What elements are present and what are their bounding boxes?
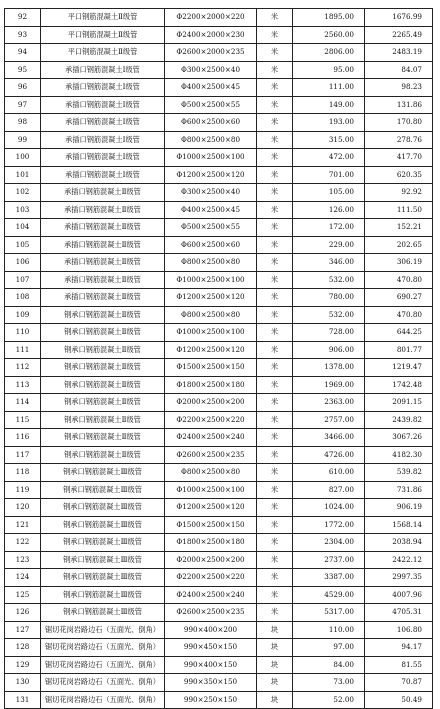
price-excl-tax-cell: 4182.30 [365, 446, 433, 464]
price-excl-tax-cell: 644.25 [365, 324, 433, 342]
specification-cell: Φ400×2500×45 [165, 79, 257, 97]
unit-cell: 块 [257, 691, 293, 709]
material-name-cell: 承插口钢筋混凝土Ⅰ级管 [41, 131, 165, 149]
material-name-cell: 钢承口钢筋混凝土Ⅱ级管 [41, 446, 165, 464]
table-row [5, 586, 433, 604]
specification-cell: Φ1200×2500×120 [165, 499, 257, 517]
specification-cell: Φ1000×2500×100 [165, 481, 257, 499]
row-number-cell: 123 [5, 551, 41, 569]
material-name-cell: 承插口钢筋混凝土Ⅰ级管 [41, 96, 165, 114]
row-number-cell: 103 [5, 201, 41, 219]
price-incl-tax-cell: 3466.00 [293, 429, 365, 447]
row-number-cell: 110 [5, 324, 41, 342]
price-incl-tax-cell: 3387.00 [293, 569, 365, 587]
table-row [5, 516, 433, 534]
table-row [5, 166, 433, 184]
unit-cell: 米 [257, 499, 293, 517]
price-incl-tax-cell: 610.00 [293, 464, 365, 482]
specification-cell: 990×400×200 [165, 621, 257, 639]
material-name-cell: 钢承口钢筋混凝土Ⅱ级管 [41, 324, 165, 342]
specification-cell: Φ600×2500×60 [165, 236, 257, 254]
unit-cell: 米 [257, 166, 293, 184]
specification-cell: Φ2600×2500×235 [165, 446, 257, 464]
specification-cell: Φ800×2500×80 [165, 306, 257, 324]
specification-cell: Φ2000×2500×200 [165, 394, 257, 412]
unit-cell: 米 [257, 376, 293, 394]
material-name-cell: 锯切花岗岩路边石（五面光、倒角） [41, 639, 165, 657]
specification-cell: Φ2600×2000×235 [165, 44, 257, 62]
price-incl-tax-cell: 780.00 [293, 289, 365, 307]
specification-cell: Φ2000×2500×200 [165, 551, 257, 569]
price-excl-tax-cell: 2091.15 [365, 394, 433, 412]
row-number-cell: 106 [5, 254, 41, 272]
price-incl-tax-cell: 906.00 [293, 341, 365, 359]
row-number-cell: 129 [5, 656, 41, 674]
price-table-body [5, 9, 433, 709]
price-incl-tax-cell: 229.00 [293, 236, 365, 254]
unit-cell: 米 [257, 149, 293, 167]
row-number-cell: 99 [5, 131, 41, 149]
price-incl-tax-cell: 1895.00 [293, 9, 365, 27]
row-number-cell: 119 [5, 481, 41, 499]
row-number-cell: 107 [5, 271, 41, 289]
price-excl-tax-cell: 170.80 [365, 114, 433, 132]
price-incl-tax-cell: 728.00 [293, 324, 365, 342]
price-incl-tax-cell: 2737.00 [293, 551, 365, 569]
unit-cell: 米 [257, 114, 293, 132]
table-row [5, 639, 433, 657]
table-row [5, 324, 433, 342]
price-incl-tax-cell: 701.00 [293, 166, 365, 184]
price-incl-tax-cell: 111.00 [293, 79, 365, 97]
table-row [5, 656, 433, 674]
price-excl-tax-cell: 2439.82 [365, 411, 433, 429]
row-number-cell: 115 [5, 411, 41, 429]
specification-cell: Φ2200×2500×220 [165, 569, 257, 587]
specification-cell: Φ1800×2500×180 [165, 376, 257, 394]
material-name-cell: 承插口钢筋混凝土Ⅱ级管 [41, 184, 165, 202]
specification-cell: Φ400×2500×45 [165, 201, 257, 219]
specification-cell: Φ2400×2500×240 [165, 429, 257, 447]
price-incl-tax-cell: 1772.00 [293, 516, 365, 534]
table-row [5, 271, 433, 289]
row-number-cell: 104 [5, 219, 41, 237]
material-name-cell: 钢承口钢筋混凝土Ⅱ级管 [41, 341, 165, 359]
table-row [5, 131, 433, 149]
specification-cell: Φ1200×2500×120 [165, 166, 257, 184]
unit-cell: 米 [257, 429, 293, 447]
table-row [5, 604, 433, 622]
price-incl-tax-cell: 193.00 [293, 114, 365, 132]
price-excl-tax-cell: 131.86 [365, 96, 433, 114]
unit-cell: 米 [257, 604, 293, 622]
material-name-cell: 钢承口钢筋混凝土Ⅲ级管 [41, 551, 165, 569]
price-excl-tax-cell: 306.19 [365, 254, 433, 272]
price-table [4, 8, 433, 709]
specification-cell: Φ600×2500×60 [165, 114, 257, 132]
row-number-cell: 128 [5, 639, 41, 657]
specification-cell: 990×400×150 [165, 656, 257, 674]
table-row [5, 394, 433, 412]
material-name-cell: 钢承口钢筋混凝土Ⅲ级管 [41, 586, 165, 604]
material-name-cell: 钢承口钢筋混凝土Ⅲ级管 [41, 534, 165, 552]
row-number-cell: 125 [5, 586, 41, 604]
unit-cell: 块 [257, 639, 293, 657]
material-name-cell: 承插口钢筋混凝土Ⅱ级管 [41, 201, 165, 219]
material-name-cell: 钢承口钢筋混凝土Ⅱ级管 [41, 376, 165, 394]
material-name-cell: 承插口钢筋混凝土Ⅰ级管 [41, 61, 165, 79]
price-incl-tax-cell: 1969.00 [293, 376, 365, 394]
specification-cell: 990×250×150 [165, 691, 257, 709]
price-incl-tax-cell: 532.00 [293, 306, 365, 324]
table-row [5, 289, 433, 307]
table-row [5, 569, 433, 587]
row-number-cell: 130 [5, 674, 41, 692]
row-number-cell: 111 [5, 341, 41, 359]
specification-cell: Φ300×2500×40 [165, 61, 257, 79]
specification-cell: Φ1000×2500×100 [165, 271, 257, 289]
unit-cell: 米 [257, 289, 293, 307]
price-incl-tax-cell: 149.00 [293, 96, 365, 114]
price-excl-tax-cell: 84.07 [365, 61, 433, 79]
unit-cell: 米 [257, 96, 293, 114]
row-number-cell: 92 [5, 9, 41, 27]
unit-cell: 块 [257, 674, 293, 692]
price-incl-tax-cell: 346.00 [293, 254, 365, 272]
table-row [5, 674, 433, 692]
table-row [5, 236, 433, 254]
table-row [5, 499, 433, 517]
table-row [5, 184, 433, 202]
material-name-cell: 承插口钢筋混凝土Ⅱ级管 [41, 271, 165, 289]
unit-cell: 米 [257, 446, 293, 464]
row-number-cell: 113 [5, 376, 41, 394]
price-excl-tax-cell: 2483.19 [365, 44, 433, 62]
specification-cell: Φ500×2500×55 [165, 219, 257, 237]
row-number-cell: 94 [5, 44, 41, 62]
material-name-cell: 钢承口钢筋混凝土Ⅲ级管 [41, 516, 165, 534]
price-excl-tax-cell: 1742.48 [365, 376, 433, 394]
row-number-cell: 117 [5, 446, 41, 464]
price-excl-tax-cell: 470.80 [365, 271, 433, 289]
row-number-cell: 116 [5, 429, 41, 447]
price-incl-tax-cell: 4726.00 [293, 446, 365, 464]
price-incl-tax-cell: 2304.00 [293, 534, 365, 552]
row-number-cell: 98 [5, 114, 41, 132]
table-row [5, 429, 433, 447]
unit-cell: 米 [257, 9, 293, 27]
price-incl-tax-cell: 126.00 [293, 201, 365, 219]
row-number-cell: 121 [5, 516, 41, 534]
row-number-cell: 124 [5, 569, 41, 587]
material-name-cell: 承插口钢筋混凝土Ⅱ级管 [41, 254, 165, 272]
row-number-cell: 127 [5, 621, 41, 639]
row-number-cell: 114 [5, 394, 41, 412]
table-row [5, 201, 433, 219]
table-row [5, 61, 433, 79]
price-excl-tax-cell: 539.82 [365, 464, 433, 482]
material-name-cell: 钢承口钢筋混凝土Ⅱ级管 [41, 394, 165, 412]
row-number-cell: 126 [5, 604, 41, 622]
price-incl-tax-cell: 52.00 [293, 691, 365, 709]
price-incl-tax-cell: 95.00 [293, 61, 365, 79]
unit-cell: 米 [257, 534, 293, 552]
row-number-cell: 122 [5, 534, 41, 552]
table-row [5, 9, 433, 27]
row-number-cell: 95 [5, 61, 41, 79]
price-excl-tax-cell: 906.19 [365, 499, 433, 517]
unit-cell: 米 [257, 219, 293, 237]
price-excl-tax-cell: 81.55 [365, 656, 433, 674]
material-name-cell: 钢承口钢筋混凝土Ⅱ级管 [41, 306, 165, 324]
price-incl-tax-cell: 110.00 [293, 621, 365, 639]
material-name-cell: 承插口钢筋混凝土Ⅰ级管 [41, 166, 165, 184]
unit-cell: 米 [257, 79, 293, 97]
price-incl-tax-cell: 315.00 [293, 131, 365, 149]
price-excl-tax-cell: 92.92 [365, 184, 433, 202]
price-excl-tax-cell: 4705.31 [365, 604, 433, 622]
row-number-cell: 108 [5, 289, 41, 307]
unit-cell: 米 [257, 481, 293, 499]
price-excl-tax-cell: 94.17 [365, 639, 433, 657]
material-name-cell: 钢承口钢筋混凝土Ⅲ级管 [41, 481, 165, 499]
table-row [5, 341, 433, 359]
material-name-cell: 钢承口钢筋混凝土Ⅲ级管 [41, 569, 165, 587]
unit-cell: 米 [257, 184, 293, 202]
table-row [5, 481, 433, 499]
unit-cell: 块 [257, 656, 293, 674]
material-name-cell: 锯切花岗岩路边石（五面光、倒角） [41, 674, 165, 692]
price-incl-tax-cell: 5317.00 [293, 604, 365, 622]
price-incl-tax-cell: 84.00 [293, 656, 365, 674]
price-excl-tax-cell: 106.80 [365, 621, 433, 639]
table-row [5, 26, 433, 44]
table-row [5, 254, 433, 272]
specification-cell: Φ800×2500×80 [165, 254, 257, 272]
row-number-cell: 120 [5, 499, 41, 517]
material-name-cell: 承插口钢筋混凝土Ⅰ级管 [41, 114, 165, 132]
unit-cell: 米 [257, 464, 293, 482]
unit-cell: 块 [257, 621, 293, 639]
specification-cell: Φ1500×2500×150 [165, 516, 257, 534]
unit-cell: 米 [257, 359, 293, 377]
row-number-cell: 101 [5, 166, 41, 184]
price-incl-tax-cell: 2363.00 [293, 394, 365, 412]
price-incl-tax-cell: 97.00 [293, 639, 365, 657]
unit-cell: 米 [257, 254, 293, 272]
specification-cell: Φ1500×2500×150 [165, 359, 257, 377]
unit-cell: 米 [257, 341, 293, 359]
price-incl-tax-cell: 2806.00 [293, 44, 365, 62]
price-excl-tax-cell: 98.23 [365, 79, 433, 97]
price-excl-tax-cell: 4007.96 [365, 586, 433, 604]
specification-cell: 990×350×150 [165, 674, 257, 692]
price-excl-tax-cell: 278.76 [365, 131, 433, 149]
row-number-cell: 105 [5, 236, 41, 254]
table-row [5, 114, 433, 132]
row-number-cell: 100 [5, 149, 41, 167]
unit-cell: 米 [257, 324, 293, 342]
unit-cell: 米 [257, 236, 293, 254]
material-name-cell: 钢承口钢筋混凝土Ⅱ级管 [41, 359, 165, 377]
price-excl-tax-cell: 2997.35 [365, 569, 433, 587]
unit-cell: 米 [257, 394, 293, 412]
price-excl-tax-cell: 690.27 [365, 289, 433, 307]
price-excl-tax-cell: 3067.26 [365, 429, 433, 447]
price-incl-tax-cell: 105.00 [293, 184, 365, 202]
row-number-cell: 131 [5, 691, 41, 709]
material-name-cell: 承插口钢筋混凝土Ⅱ级管 [41, 289, 165, 307]
price-excl-tax-cell: 2265.49 [365, 26, 433, 44]
price-excl-tax-cell: 731.86 [365, 481, 433, 499]
price-excl-tax-cell: 1568.14 [365, 516, 433, 534]
specification-cell: Φ800×2500×80 [165, 464, 257, 482]
material-name-cell: 锯切花岗岩路边石（五面光、倒角） [41, 656, 165, 674]
specification-cell: Φ1200×2500×120 [165, 341, 257, 359]
specification-cell: Φ1000×2500×100 [165, 149, 257, 167]
unit-cell: 米 [257, 411, 293, 429]
specification-cell: Φ1200×2500×120 [165, 289, 257, 307]
specification-cell: Φ500×2500×55 [165, 96, 257, 114]
price-incl-tax-cell: 472.00 [293, 149, 365, 167]
material-name-cell: 锯切花岗岩路边石（五面光、倒角） [41, 691, 165, 709]
specification-cell: 990×450×150 [165, 639, 257, 657]
material-name-cell: 钢承口钢筋混凝土Ⅲ级管 [41, 499, 165, 517]
specification-cell: Φ1000×2500×100 [165, 324, 257, 342]
price-excl-tax-cell: 70.87 [365, 674, 433, 692]
unit-cell: 米 [257, 586, 293, 604]
row-number-cell: 93 [5, 26, 41, 44]
table-row [5, 411, 433, 429]
row-number-cell: 97 [5, 96, 41, 114]
table-row [5, 534, 433, 552]
table-row [5, 691, 433, 709]
price-excl-tax-cell: 620.35 [365, 166, 433, 184]
price-excl-tax-cell: 2422.12 [365, 551, 433, 569]
unit-cell: 米 [257, 516, 293, 534]
row-number-cell: 96 [5, 79, 41, 97]
specification-cell: Φ800×2500×80 [165, 131, 257, 149]
specification-cell: Φ2200×2500×220 [165, 411, 257, 429]
table-row [5, 376, 433, 394]
table-row [5, 219, 433, 237]
material-name-cell: 平口钢筋混凝土Ⅱ级管 [41, 9, 165, 27]
price-incl-tax-cell: 172.00 [293, 219, 365, 237]
table-row [5, 44, 433, 62]
price-excl-tax-cell: 1219.47 [365, 359, 433, 377]
specification-cell: Φ2400×2000×230 [165, 26, 257, 44]
table-row [5, 446, 433, 464]
material-name-cell: 平口钢筋混凝土Ⅱ级管 [41, 26, 165, 44]
table-row [5, 149, 433, 167]
unit-cell: 米 [257, 271, 293, 289]
unit-cell: 米 [257, 44, 293, 62]
material-name-cell: 钢承口钢筋混凝土Ⅲ级管 [41, 464, 165, 482]
price-incl-tax-cell: 2560.00 [293, 26, 365, 44]
price-excl-tax-cell: 2038.94 [365, 534, 433, 552]
unit-cell: 米 [257, 569, 293, 587]
price-incl-tax-cell: 1378.00 [293, 359, 365, 377]
material-name-cell: 承插口钢筋混凝土Ⅰ级管 [41, 79, 165, 97]
price-incl-tax-cell: 2757.00 [293, 411, 365, 429]
unit-cell: 米 [257, 131, 293, 149]
specification-cell: Φ2600×2500×235 [165, 604, 257, 622]
price-excl-tax-cell: 111.50 [365, 201, 433, 219]
specification-cell: Φ2400×2500×240 [165, 586, 257, 604]
table-row [5, 359, 433, 377]
unit-cell: 米 [257, 61, 293, 79]
specification-cell: Φ2200×2000×220 [165, 9, 257, 27]
material-name-cell: 承插口钢筋混凝土Ⅱ级管 [41, 219, 165, 237]
unit-cell: 米 [257, 551, 293, 569]
specification-cell: Φ300×2500×40 [165, 184, 257, 202]
price-excl-tax-cell: 202.65 [365, 236, 433, 254]
material-name-cell: 钢承口钢筋混凝土Ⅲ级管 [41, 604, 165, 622]
price-excl-tax-cell: 1676.99 [365, 9, 433, 27]
price-excl-tax-cell: 50.49 [365, 691, 433, 709]
material-name-cell: 锯切花岗岩路边石（五面光、倒角） [41, 621, 165, 639]
price-incl-tax-cell: 532.00 [293, 271, 365, 289]
material-name-cell: 承插口钢筋混凝土Ⅰ级管 [41, 149, 165, 167]
price-excl-tax-cell: 417.70 [365, 149, 433, 167]
material-name-cell: 钢承口钢筋混凝土Ⅱ级管 [41, 429, 165, 447]
price-incl-tax-cell: 4529.00 [293, 586, 365, 604]
price-incl-tax-cell: 73.00 [293, 674, 365, 692]
material-name-cell: 钢承口钢筋混凝土Ⅱ级管 [41, 411, 165, 429]
price-excl-tax-cell: 801.77 [365, 341, 433, 359]
price-incl-tax-cell: 1024.00 [293, 499, 365, 517]
row-number-cell: 102 [5, 184, 41, 202]
table-row [5, 306, 433, 324]
material-name-cell: 平口钢筋混凝土Ⅱ级管 [41, 44, 165, 62]
table-row [5, 464, 433, 482]
table-row [5, 96, 433, 114]
price-incl-tax-cell: 827.00 [293, 481, 365, 499]
row-number-cell: 109 [5, 306, 41, 324]
table-row [5, 79, 433, 97]
table-row [5, 551, 433, 569]
price-excl-tax-cell: 152.21 [365, 219, 433, 237]
unit-cell: 米 [257, 201, 293, 219]
specification-cell: Φ1800×2500×180 [165, 534, 257, 552]
row-number-cell: 112 [5, 359, 41, 377]
table-row [5, 621, 433, 639]
row-number-cell: 118 [5, 464, 41, 482]
unit-cell: 米 [257, 26, 293, 44]
material-name-cell: 承插口钢筋混凝土Ⅱ级管 [41, 236, 165, 254]
unit-cell: 米 [257, 306, 293, 324]
price-excl-tax-cell: 470.80 [365, 306, 433, 324]
